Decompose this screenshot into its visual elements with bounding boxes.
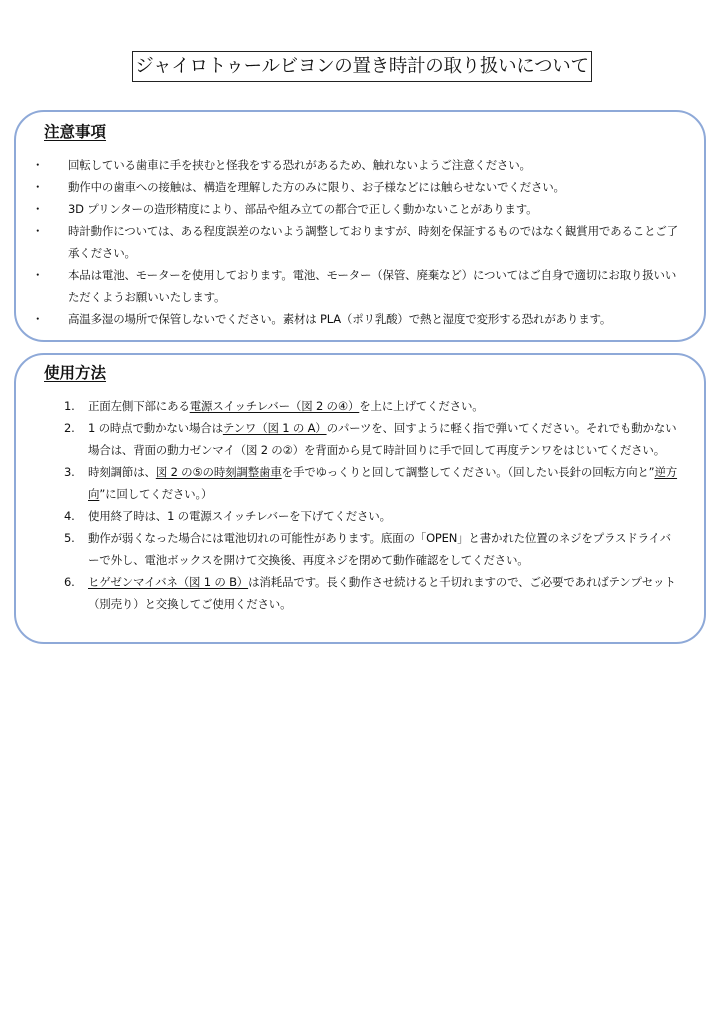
usage-step <box>16 571 704 615</box>
step-reference: テンワ（図 1 の A） <box>222 421 327 435</box>
step-text: は消耗品です。長く動作させ続けると千切れますので、ご必要であればテンプセット（別売り）と交換してご使用ください。 <box>88 575 676 611</box>
document-title: ジャイロトゥールビヨンの置き時計の取り扱いについて <box>132 51 591 82</box>
caution-item <box>16 220 704 264</box>
step-number: 4. <box>64 509 75 523</box>
usage-heading: 使用方法 <box>44 364 107 382</box>
bullet-marker: ・ <box>32 158 44 172</box>
caution-item <box>16 264 704 308</box>
bullet-marker: ・ <box>32 180 44 194</box>
bullet-marker: ・ <box>32 224 44 238</box>
step-text: 使用終了時は、1 の電源スイッチレバーを下げてください。 <box>88 509 391 523</box>
step-text: のパーツを、回すように軽く指で弾いてください。それでも動かない場合は、背面の動力ゼンマイ（図 2 の②）を背面から見て時計回りに手で回して再度テンワをはじいてください。 <box>88 421 677 457</box>
step-number: 6. <box>64 575 75 589</box>
usage-list <box>16 395 704 615</box>
usage-step <box>16 417 704 461</box>
step-number: 3. <box>64 465 75 479</box>
caution-heading: 注意事項 <box>44 123 107 141</box>
step-text: を上に上げてください。 <box>359 399 484 413</box>
step-number: 1. <box>64 399 75 413</box>
caution-text: 本品は電池、モーターを使用しております。電池、モーター（保管、廃棄など）についてはご自身で適切にお取り扱いいただくようお願いいたします。 <box>68 268 677 304</box>
step-number: 2. <box>64 421 75 435</box>
caution-section <box>14 110 706 342</box>
step-text: 正面左側下部にある <box>88 399 190 413</box>
step-text: ”に回してください。） <box>99 487 213 501</box>
caution-text: 時計動作については、ある程度誤差のないよう調整しておりますが、時刻を保証するものではなく観賞用であることご了承ください。 <box>68 224 678 260</box>
usage-step <box>16 395 704 417</box>
caution-item <box>16 154 704 176</box>
bullet-marker: ・ <box>32 312 44 326</box>
usage-section <box>14 353 706 644</box>
caution-item <box>16 176 704 198</box>
step-reference: 図 2 の⑤の時刻調整歯車 <box>155 465 282 479</box>
usage-step <box>16 461 704 505</box>
step-reference: ヒゲゼンマイバネ（図 1 の B） <box>88 575 249 589</box>
usage-step <box>16 505 704 527</box>
caution-item <box>16 198 704 220</box>
step-number: 5. <box>64 531 75 545</box>
caution-item <box>16 308 704 330</box>
step-text: 1 の時点で動かない場合は <box>88 421 223 435</box>
caution-text: 回転している歯車に手を挟むと怪我をする恐れがあるため、触れないようご注意ください。 <box>68 158 531 172</box>
step-emphasis: 逆方向 <box>88 465 678 501</box>
caution-text: 動作中の歯車への接触は、構造を理解した方のみに限り、お子様などには触らせないでください。 <box>68 180 565 194</box>
bullet-marker: ・ <box>32 202 44 216</box>
step-text: 時刻調節は、 <box>88 465 156 479</box>
title-wrapper <box>0 51 724 82</box>
usage-step <box>16 527 704 571</box>
caution-list <box>16 154 704 330</box>
step-reference: 電源スイッチレバー（図 2 の④） <box>189 399 360 413</box>
step-text: 動作が弱くなった場合には電池切れの可能性があります。底面の「OPEN」と書かれた位置のネジをプラスドライバーで外し、電池ボックスを開けて交換後、再度ネジを閉めて動作確認をしてください。 <box>88 531 671 567</box>
step-text: を手でゆっくりと回して調整してください。（回したい長針の回転方向と” <box>281 465 655 479</box>
bullet-marker: ・ <box>32 268 44 282</box>
caution-text: 高温多湿の場所で保管しないでください。素材は PLA（ポリ乳酸）で熱と湿度で変形する恐れがあります。 <box>68 312 612 326</box>
caution-text: 3D プリンターの造形精度により、部品や組み立ての都合で正しく動かないことがあります。 <box>68 202 538 216</box>
